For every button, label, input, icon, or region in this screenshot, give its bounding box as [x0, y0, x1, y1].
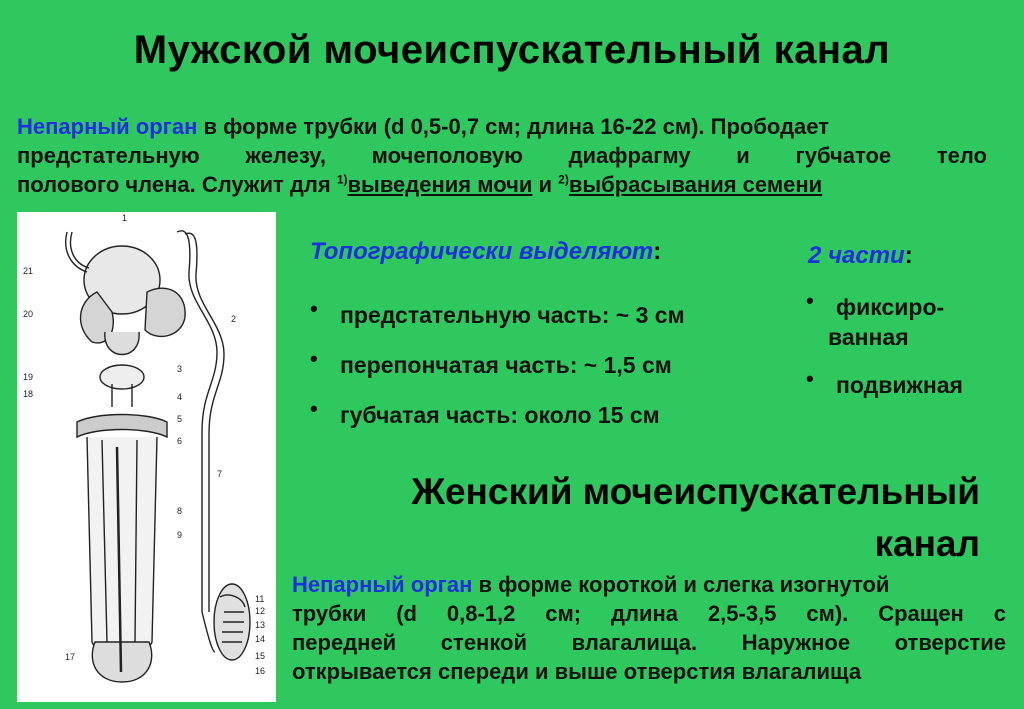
female-line3: передней стенкой влагалища. Наружное отверстие [292, 630, 1006, 655]
page-title: Мужской мочеиспускательный канал [133, 28, 891, 72]
illustration-label: 21 [23, 266, 34, 276]
function-semen: выбрасывания семени [568, 172, 823, 197]
illustration-label: 19 [23, 372, 34, 382]
male-description [17, 112, 987, 199]
parts-heading: 2 части: [808, 242, 913, 269]
illustration-label: 18 [23, 389, 34, 399]
illustration-label: 5 [177, 414, 183, 424]
female-section-title: Женский мочеиспускательный канал [411, 471, 980, 564]
female-line4: открывается спереди и выше отверстия влагалища [292, 659, 862, 684]
illustration-label: 17 [65, 652, 76, 662]
illustration-label: 15 [255, 651, 266, 661]
male-line1: в форме трубки (d 0,5-0,7 см; длина 16-22 см). Прободает [197, 114, 830, 139]
superscript-1: 1) [336, 172, 348, 187]
topographic-list [310, 290, 685, 440]
list-item: • предстательную часть: ~ 3 см [310, 296, 685, 328]
illustration-label: 7 [217, 469, 223, 479]
topographic-heading: Топографически выделяют: [310, 238, 662, 265]
illustration-label: 3 [177, 364, 183, 374]
superscript-2: 2) [558, 172, 569, 187]
anatomy-illustration [17, 212, 276, 702]
illustration-label: 6 [177, 436, 183, 446]
illustration-label: 11 [255, 594, 265, 604]
illustration-label: 16 [255, 666, 266, 676]
female-line2: трубки (d 0,8-1,2 см; длина 2,5-3,5 см). Сращен с [292, 601, 1006, 626]
and-word: и [532, 172, 559, 197]
female-description [292, 570, 1006, 686]
male-lead: Непарный орган [17, 114, 198, 139]
male-line3: полового члена. Служит для [17, 172, 337, 197]
illustration-label: 1 [122, 213, 128, 223]
illustration-label: 14 [255, 634, 266, 644]
function-urine: выведения мочи [347, 172, 533, 197]
illustration-label: 13 [255, 620, 266, 630]
illustration-label: 20 [23, 309, 34, 319]
list-item: • перепончатая часть: ~ 1,5 см [310, 346, 672, 378]
list-item-continuation: ванная [828, 324, 909, 350]
female-line1: в форме короткой и слегка изогнутой [472, 572, 890, 597]
illustration-label: 9 [177, 530, 183, 540]
list-item: • фиксиро- [806, 288, 945, 320]
parts-list [806, 288, 963, 400]
illustration-label: 8 [177, 506, 183, 516]
illustration-label: 2 [231, 314, 237, 324]
illustration-label: 4 [177, 392, 183, 402]
illustration-label: 12 [255, 606, 266, 616]
male-line2: предстательную железу, мочеполовую диафрагму и губчатое тело [17, 143, 987, 168]
male-urogenital-drawing [17, 212, 276, 702]
list-item: • губчатая часть: около 15 см [310, 396, 660, 428]
female-lead: Непарный орган [292, 572, 473, 597]
list-item: • подвижная [806, 366, 963, 398]
